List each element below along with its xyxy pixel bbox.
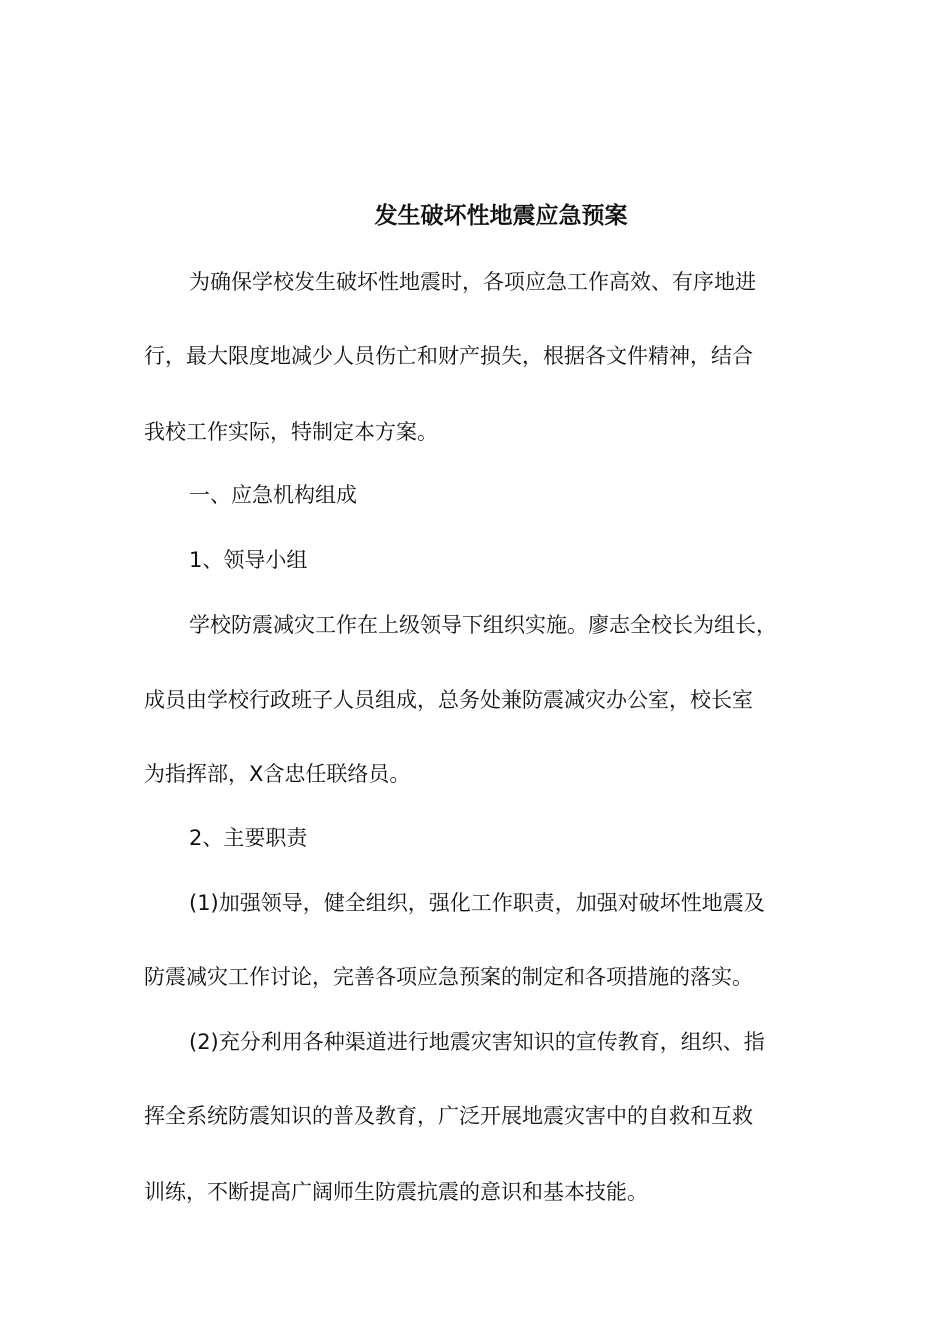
paragraph-line: 成员由学校行政班子人员组成，总务处兼防震减灾办公室，校长室 (144, 688, 753, 712)
section-heading: 一、应急机构组成 (189, 483, 357, 507)
paragraph-line: 学校防震减灾工作在上级领导下组织实施。廖志全校长为组长， (189, 613, 777, 637)
document-title: 发生破坏性地震应急预案 (374, 203, 628, 229)
paragraph-line: (1)加强领导，健全组织，强化工作职责，加强对破坏性地震及 (189, 891, 765, 915)
paragraph-line: 挥全系统防震知识的普及教育，广泛开展地震灾害中的自救和互救 (144, 1104, 753, 1128)
paragraph-line: (2)充分利用各种渠道进行地震灾害知识的宣传教育，组织、指 (189, 1030, 765, 1054)
paragraph-line: 防震减灾工作讨论，完善各项应急预案的制定和各项措施的落实。 (144, 965, 753, 989)
paragraph-line: 我校工作实际，特制定本方案。 (144, 420, 438, 444)
paragraph-line: 为指挥部，X含忠任联络员。 (144, 762, 411, 786)
subsection-heading: 1、领导小组 (189, 548, 308, 572)
paragraph-line: 训练，不断提高广阔师生防震抗震的意识和基本技能。 (144, 1180, 648, 1204)
paragraph-line: 行，最大限度地减少人员伤亡和财产损失，根据各文件精神，结合 (144, 344, 753, 368)
paragraph-line: 为确保学校发生破坏性地震时，各项应急工作高效、有序地进 (189, 270, 756, 294)
subsection-heading: 2、主要职责 (189, 826, 308, 850)
